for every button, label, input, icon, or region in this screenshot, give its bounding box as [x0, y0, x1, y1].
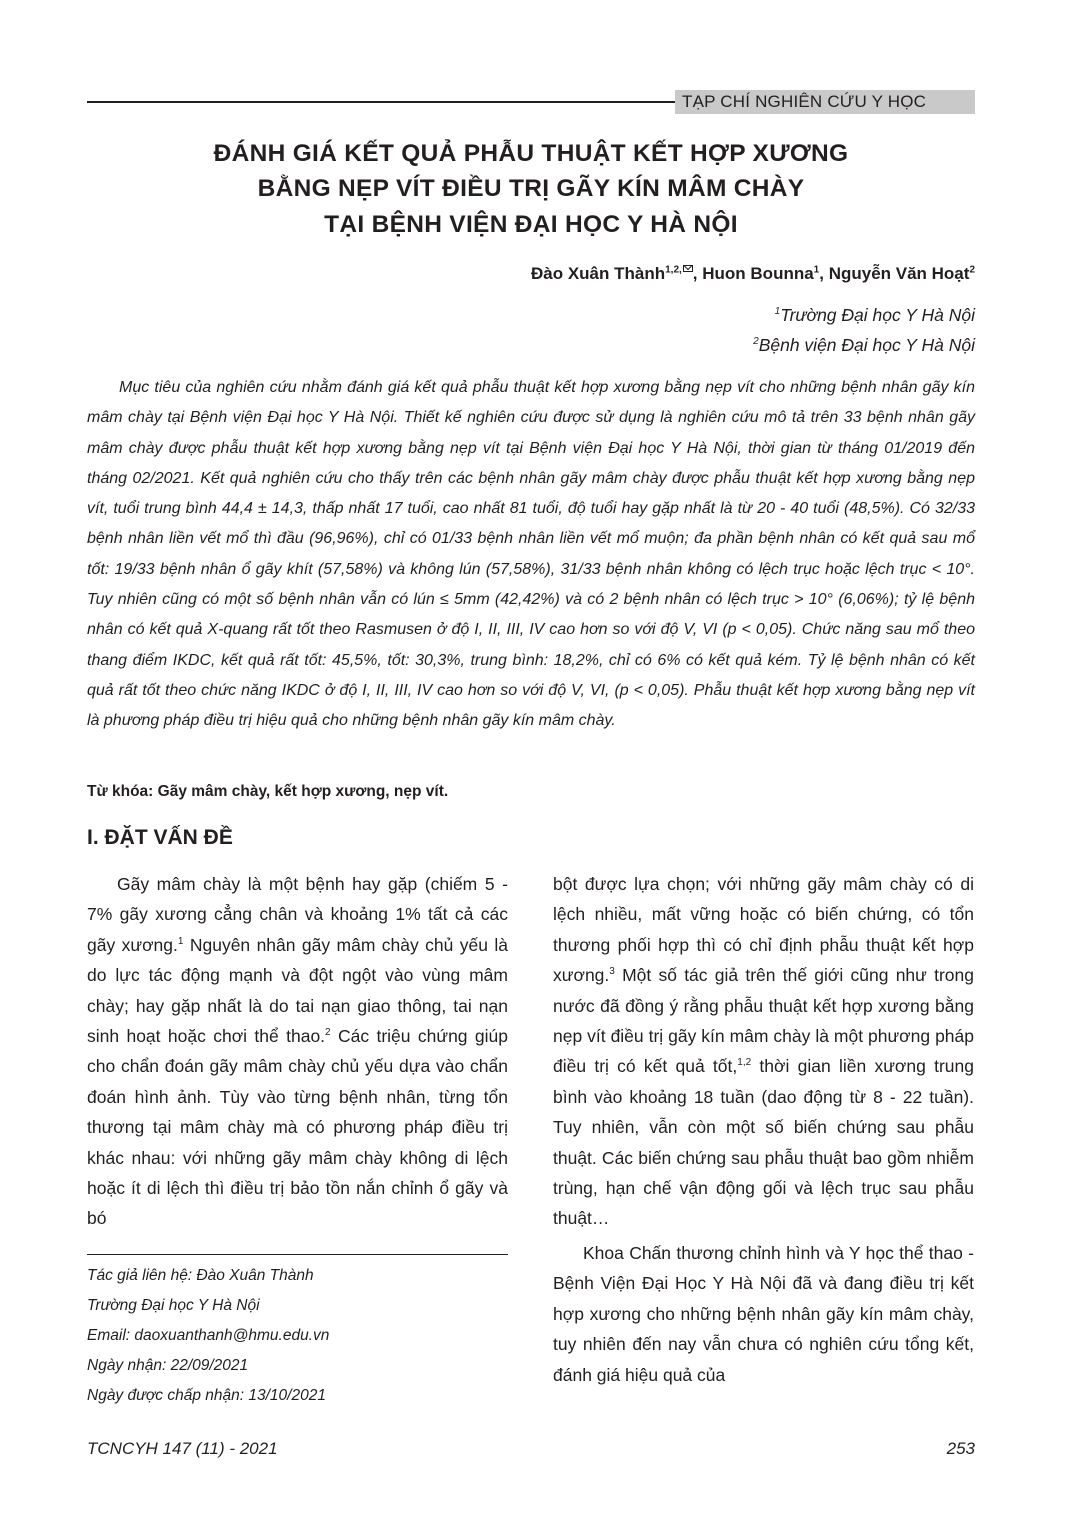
- text-run: Các triệu chứng giúp cho chẩn đoán gãy mâm chày chủ yếu dựa vào chẩn đoán hình ảnh. Tùy vào từng bệnh nhân, từng tổn thương tại mâm chày mà có phương pháp điều trị khác nhau: với những gãy mâm chày không di lệch hoặc ít di lệch thì điều trị bảo tồn nắn chỉnh ổ gãy và bó: [87, 1026, 508, 1229]
- author-name: Huon Bounna: [702, 264, 814, 283]
- text-run: thời gian liền xương trung bình vào khoảng 18 tuần (dao động từ 8 - 22 tuần). Tuy nhiên, vẫn còn một số biến chứng sau phẫu thuật. Các biến chứng sau phẫu thuật bao gồm nhiễm trùng, hạn chế vận động gối và lệch trục sau phẫu thuật…: [553, 1056, 974, 1229]
- author-list: Đào Xuân Thành$^{1,2,}$ , Huon Bounna$^1$, Nguyễn Văn Hoạt$^2$: [530, 264, 975, 283]
- right-column: [553, 869, 974, 1390]
- affiliation-1: [775, 305, 975, 326]
- affiliation-text: Trường Đại học Y Hà Nội: [780, 305, 975, 325]
- footnote-institution: Trường Đại học Y Hà Nội: [87, 1297, 260, 1314]
- footnote-received: Ngày nhận: 22/09/2021: [87, 1357, 249, 1374]
- title-line-1: ĐÁNH GIÁ KẾT QUẢ PHẪU THUẬT KẾT HỢP XƯƠNG: [213, 140, 849, 167]
- text-run: bột được lựa chọn; với những gãy mâm chày có di lệch nhiều, mất vững hoặc có biến chứng, có tổn thương phối hợp thì có chỉ định phẫu thuật kết hợp xương.: [553, 874, 974, 986]
- paragraph: [87, 869, 508, 1234]
- journal-name: TẠP CHÍ NGHIÊN CỨU Y HỌC: [675, 90, 975, 114]
- affiliation-text: Bệnh viện Đại học Y Hà Nội: [758, 335, 975, 355]
- text-run: Một số tác giả trên thế giới cũng như trong nước đã đồng ý rằng phẫu thuật kết hợp xương bằng nẹp vít điều trị gãy kín mâm chày là một phương pháp điều trị có kết quả tốt,: [553, 965, 974, 1077]
- paragraph: [553, 869, 974, 1234]
- citation-ref: 2: [325, 1027, 331, 1039]
- citation-ref: 1: [177, 935, 184, 947]
- text-run: Gãy mâm chày là một bệnh hay gặp (chiếm 5 - 7% gãy xương cẳng chân và khoảng 1% tất cả các gãy xương.: [87, 874, 508, 955]
- affiliation-sup: 2: [753, 336, 759, 348]
- paragraph: Khoa Chấn thương chỉnh hình và Y học thể thao - Bệnh Viện Đại Học Y Hà Nội đã và đang điều trị kết hợp xương cho những bệnh nhân gãy kín mâm chày, tuy nhiên đến nay vẫn chưa có nghiên cứu tổng kết, đánh giá hiệu quả của: [553, 1242, 974, 1385]
- affiliation-sup: 1: [774, 306, 781, 318]
- title-line-3: TẠI BỆNH VIỆN ĐẠI HỌC Y HÀ NỘI: [324, 211, 738, 238]
- footnote-email: Email: daoxuanthanh@hmu.edu.vn: [87, 1327, 330, 1344]
- title-line-2: BẰNG NẸP VÍT ĐIỀU TRỊ GÃY KÍN MÂM CHÀY: [257, 175, 805, 202]
- abstract: Mục tiêu của nghiên cứu nhằm đánh giá kết quả phẫu thuật kết hợp xương bằng nẹp vít cho những bệnh nhân gãy kín mâm chày tại Bệnh viện Đại học Y Hà Nội. Thiết kế nghiên cứu được sử dụng là nghiên cứu mô tả trên 33 bệnh nhân gãy mâm chày được phẫu thuật kết hợp xương bằng nẹp vít tại Bệnh viện Đại học Y Hà Nội, thời gian từ tháng 01/2019 đến tháng 02/2021. Kết quả nghiên cứu cho thấy trên các bệnh nhân gãy mâm chày được phẫu thuật kết hợp xương bằng nẹp vít, tuổi trung bình 44,4 ± 14,3, thấp nhất 17 tuổi, cao nhất 81 tuổi, độ tuổi hay gặp nhất là từ 20 - 40 tuổi (48,5%). Có 32/33 bệnh nhân liền vết mổ thì đầu (96,96%), chỉ có 01/33 bệnh nhân liền vết mổ muộn; đa phần bệnh nhân có kết quả sau mổ tốt: 19/33 bệnh nhân ổ gãy khít (57,58%) và không lún (57,58%), 31/33 bệnh nhân không có lệch trục hoặc lệch trục < 10°. Tuy nhiên cũng có một số bệnh nhân vẫn có lún ≤ 5mm (42,42%) và có 2 bệnh nhân có lệch trục > 10° (6,06%); tỷ lệ bệnh nhân có kết quả X-quang rất tốt theo Rasmusen ở độ I, II, III, IV cao hơn so với độ V, VI (p < 0,05). Chức năng sau mổ theo thang điểm IKDC, kết quả rất tốt: 45,5%, tốt: 30,3%, trung bình: 18,2%, chỉ có 6% có kết quả kém. Tỷ lệ bệnh nhân có kết quả rất tốt theo chức năng IKDC ở độ I, II, III, IV cao hơn so với độ V, VI, (p < 0,05). Phẫu thuật kết hợp xương bằng nẹp vít là phương pháp điều trị hiệu quả cho những bệnh nhân gãy kín mâm chày.: [87, 379, 975, 730]
- left-column: [87, 869, 508, 1234]
- section-heading: I. ĐẶT VẤN ĐỀ: [87, 826, 233, 849]
- author-name: Đào Xuân Thành: [530, 264, 666, 283]
- keywords: Từ khóa: Gãy mâm chày, kết hợp xương, nẹp vít.: [87, 783, 449, 800]
- mail-icon: [683, 265, 693, 272]
- author-affiliation-sup: 2: [969, 264, 975, 276]
- footer-citation: TCNCYH 147 (11) - 2021: [87, 1439, 278, 1458]
- author-name: Nguyễn Văn Hoạt: [828, 264, 970, 283]
- text-run: Nguyên nhân gãy mâm chày chủ yếu là do lực tác động mạnh và đột ngột vào vùng mâm chày; hay gặp nhất là do tai nạn giao thông, tai nạn sinh hoạt hoặc chơi thể thao.: [87, 934, 508, 1047]
- footnote-author: Tác giả liên hệ: Đào Xuân Thành: [87, 1267, 314, 1284]
- header-rule: [87, 101, 677, 103]
- page-number: 253: [946, 1439, 975, 1458]
- citation-ref: 3: [609, 966, 615, 978]
- citation-ref: 1,2: [737, 1057, 752, 1069]
- footnote-rule: [87, 1254, 508, 1255]
- footnote-accepted: Ngày được chấp nhận: 13/10/2021: [87, 1387, 326, 1404]
- affiliation-2: [753, 335, 975, 356]
- author-affiliation-sup: 1,2,: [665, 264, 682, 276]
- author-affiliation-sup: 1: [813, 264, 820, 276]
